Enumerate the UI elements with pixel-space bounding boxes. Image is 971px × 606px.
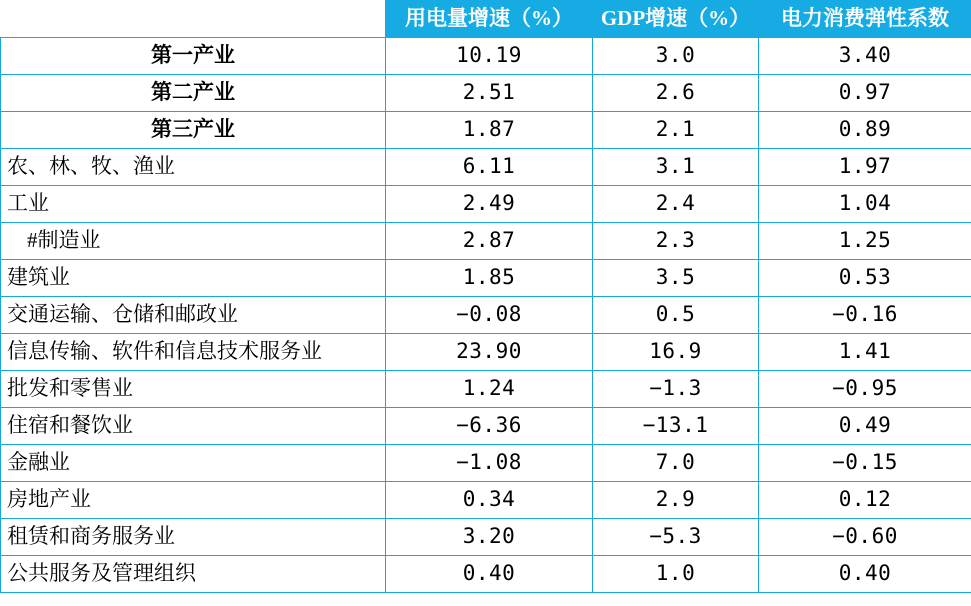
table-header-row bbox=[1, 1, 971, 38]
row-power-growth: 2.51 bbox=[386, 75, 593, 112]
row-gdp-growth: −1.3 bbox=[593, 371, 759, 408]
row-power-growth: 10.19 bbox=[386, 38, 593, 75]
row-label: 第二产业 bbox=[1, 75, 386, 112]
table-header bbox=[1, 1, 971, 38]
table-row bbox=[1, 334, 971, 371]
row-power-growth: 1.85 bbox=[386, 260, 593, 297]
row-elasticity: −0.60 bbox=[759, 519, 971, 556]
row-gdp-growth: 1.0 bbox=[593, 556, 759, 593]
table-row bbox=[1, 38, 971, 75]
row-gdp-growth: 3.1 bbox=[593, 149, 759, 186]
row-power-growth: 23.90 bbox=[386, 334, 593, 371]
table-row bbox=[1, 482, 971, 519]
row-gdp-growth: 3.5 bbox=[593, 260, 759, 297]
row-power-growth: 2.49 bbox=[386, 186, 593, 223]
row-power-growth: 0.40 bbox=[386, 556, 593, 593]
row-power-growth: 0.34 bbox=[386, 482, 593, 519]
table-row bbox=[1, 149, 971, 186]
row-power-growth: 3.20 bbox=[386, 519, 593, 556]
row-power-growth: −6.36 bbox=[386, 408, 593, 445]
row-gdp-growth: 2.9 bbox=[593, 482, 759, 519]
column-header-gdp-growth: GDP增速（%） bbox=[593, 1, 759, 38]
row-label: 信息传输、软件和信息技术服务业 bbox=[1, 334, 386, 371]
row-elasticity: 0.53 bbox=[759, 260, 971, 297]
row-elasticity: 0.49 bbox=[759, 408, 971, 445]
row-gdp-growth: 2.6 bbox=[593, 75, 759, 112]
row-gdp-growth: 0.5 bbox=[593, 297, 759, 334]
row-label: #制造业 bbox=[1, 223, 386, 260]
row-gdp-growth: 3.0 bbox=[593, 38, 759, 75]
column-header-power-growth: 用电量增速（%） bbox=[386, 1, 593, 38]
row-elasticity: −0.95 bbox=[759, 371, 971, 408]
row-label: 住宿和餐饮业 bbox=[1, 408, 386, 445]
row-power-growth: −1.08 bbox=[386, 445, 593, 482]
row-label: 批发和零售业 bbox=[1, 371, 386, 408]
table-row bbox=[1, 186, 971, 223]
table-row bbox=[1, 297, 971, 334]
row-gdp-growth: 2.3 bbox=[593, 223, 759, 260]
row-label: 工业 bbox=[1, 186, 386, 223]
row-label: 房地产业 bbox=[1, 482, 386, 519]
row-elasticity: 0.40 bbox=[759, 556, 971, 593]
row-label: 第三产业 bbox=[1, 112, 386, 149]
row-power-growth: 1.24 bbox=[386, 371, 593, 408]
table-row bbox=[1, 112, 971, 149]
table-row bbox=[1, 260, 971, 297]
row-gdp-growth: 7.0 bbox=[593, 445, 759, 482]
row-label: 农、林、牧、渔业 bbox=[1, 149, 386, 186]
row-gdp-growth: −13.1 bbox=[593, 408, 759, 445]
table-row bbox=[1, 556, 971, 593]
table-row bbox=[1, 408, 971, 445]
row-power-growth: 2.87 bbox=[386, 223, 593, 260]
row-gdp-growth: 2.4 bbox=[593, 186, 759, 223]
row-label: 金融业 bbox=[1, 445, 386, 482]
row-power-growth: −0.08 bbox=[386, 297, 593, 334]
row-elasticity: −0.15 bbox=[759, 445, 971, 482]
row-power-growth: 6.11 bbox=[386, 149, 593, 186]
row-gdp-growth: 16.9 bbox=[593, 334, 759, 371]
row-elasticity: 0.89 bbox=[759, 112, 971, 149]
table-row bbox=[1, 445, 971, 482]
row-elasticity: 1.97 bbox=[759, 149, 971, 186]
column-header-category bbox=[1, 1, 386, 38]
row-elasticity: −0.16 bbox=[759, 297, 971, 334]
row-label: 租赁和商务服务业 bbox=[1, 519, 386, 556]
row-elasticity: 1.25 bbox=[759, 223, 971, 260]
row-gdp-growth: −5.3 bbox=[593, 519, 759, 556]
table-body bbox=[1, 38, 971, 593]
row-elasticity: 1.41 bbox=[759, 334, 971, 371]
row-elasticity: 1.04 bbox=[759, 186, 971, 223]
table-row bbox=[1, 371, 971, 408]
table-row bbox=[1, 223, 971, 260]
row-label: 公共服务及管理组织 bbox=[1, 556, 386, 593]
table-row bbox=[1, 519, 971, 556]
row-power-growth: 1.87 bbox=[386, 112, 593, 149]
row-elasticity: 0.12 bbox=[759, 482, 971, 519]
row-gdp-growth: 2.1 bbox=[593, 112, 759, 149]
table-row bbox=[1, 75, 971, 112]
row-elasticity: 0.97 bbox=[759, 75, 971, 112]
column-header-elasticity: 电力消费弹性系数 bbox=[759, 1, 971, 38]
row-label: 第一产业 bbox=[1, 38, 386, 75]
row-label: 建筑业 bbox=[1, 260, 386, 297]
row-label: 交通运输、仓储和邮政业 bbox=[1, 297, 386, 334]
row-elasticity: 3.40 bbox=[759, 38, 971, 75]
